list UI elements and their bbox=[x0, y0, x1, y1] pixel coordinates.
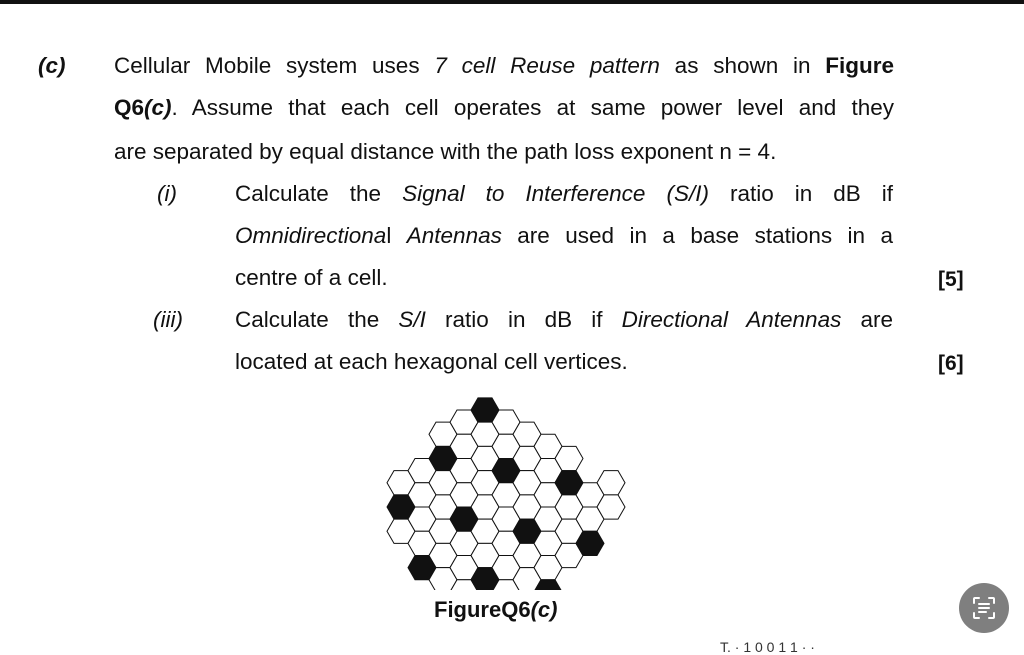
intro-line-1 bbox=[114, 52, 894, 80]
omni-term: Omnidirectiona bbox=[235, 223, 387, 248]
document-scan-icon bbox=[970, 594, 998, 622]
marks-badge-iii: [6] bbox=[938, 352, 964, 375]
footer-fragment: T. · 1 0 0 1 1 · · bbox=[720, 639, 815, 655]
intro-line-2 bbox=[114, 94, 894, 122]
scan-document-button[interactable] bbox=[959, 583, 1009, 633]
sub-i-line-3: centre of a cell. bbox=[235, 265, 388, 290]
figure-ref-suffix: (c) bbox=[144, 95, 172, 120]
sub-i-line-2 bbox=[235, 222, 893, 250]
sub-iii-line-1 bbox=[235, 306, 893, 334]
antennas-term: Antennas bbox=[406, 223, 502, 248]
directional-term: Directional Antennas bbox=[621, 307, 842, 332]
hexagon-cell-diagram bbox=[378, 385, 628, 590]
figure-ref: Figure bbox=[825, 53, 894, 78]
intro-line-3: are separated by equal distance with the path loss exponent n = 4. bbox=[114, 139, 777, 164]
sub-iii-text: are bbox=[841, 307, 894, 332]
sub-iii-label: (iii) bbox=[153, 307, 183, 332]
figure-caption bbox=[434, 596, 557, 624]
marks-badge-i: [5] bbox=[938, 268, 964, 291]
sir-term: S/I bbox=[398, 307, 426, 332]
figure-caption-suffix: (c) bbox=[530, 597, 558, 622]
omni-term-end: l bbox=[386, 223, 407, 248]
figure-caption-text: FigureQ6 bbox=[434, 597, 531, 622]
sub-iii-text: ratio in dB if bbox=[425, 307, 622, 332]
sub-i-line-1 bbox=[235, 180, 893, 208]
reuse-pattern-term: 7 cell Reuse pattern bbox=[434, 53, 660, 78]
intro-text: . Assume that each cell operates at same power level and they bbox=[171, 95, 894, 120]
sub-iii-line-2: located at each hexagonal cell vertices. bbox=[235, 349, 628, 374]
intro-text: Cellular Mobile system uses bbox=[114, 53, 435, 78]
top-border bbox=[0, 0, 1024, 4]
figure-ref: Q6 bbox=[114, 95, 145, 120]
sub-i-text: are used in a base stations in a bbox=[501, 223, 894, 248]
sub-i-text: Calculate the bbox=[235, 181, 403, 206]
sub-i-label: (i) bbox=[157, 181, 177, 206]
sir-term: Signal to Interference (S/I) bbox=[402, 181, 709, 206]
part-label: (c) bbox=[38, 53, 66, 78]
sub-i-text: ratio in dB if bbox=[708, 181, 893, 206]
intro-text: as shown in bbox=[659, 53, 826, 78]
sub-iii-text: Calculate the bbox=[235, 307, 399, 332]
